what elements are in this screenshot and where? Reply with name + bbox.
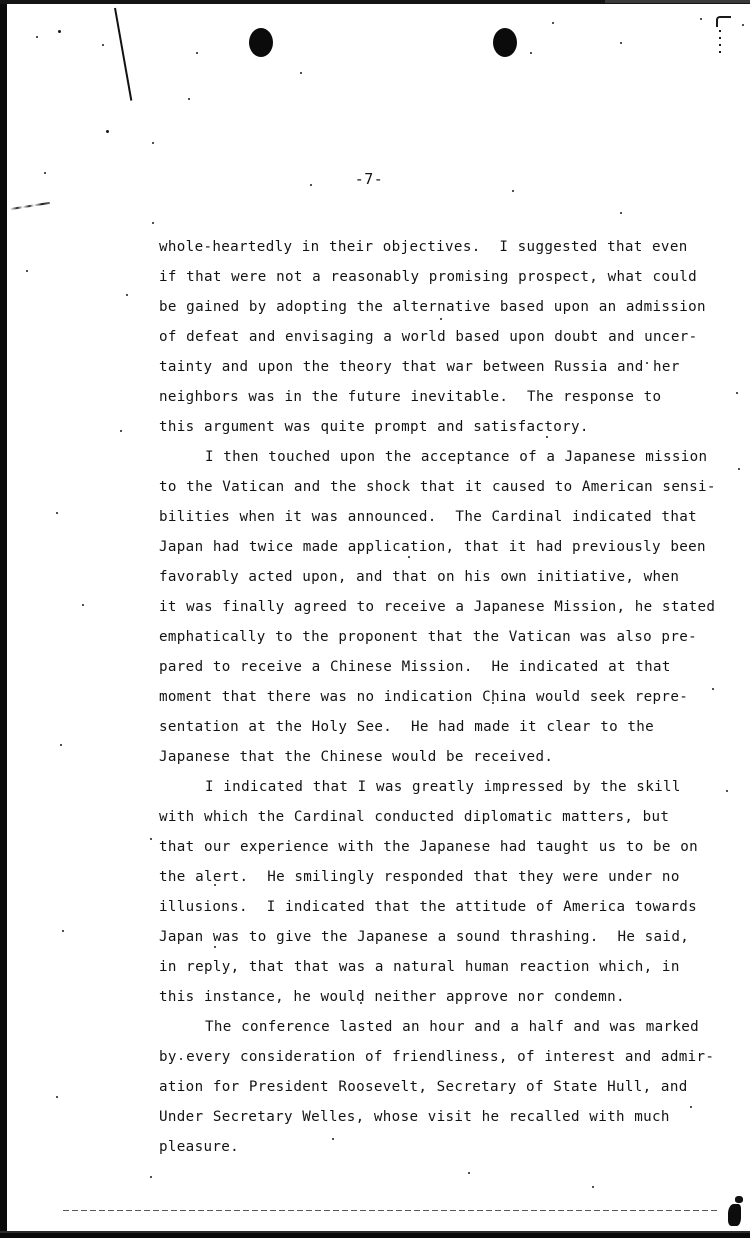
- dust-speck: [106, 130, 109, 133]
- footer-dotted-rule: [60, 1210, 720, 1211]
- dust-speck: [150, 1176, 152, 1178]
- dust-speck: [56, 512, 58, 514]
- typed-line: sentation at the Holy See. He had made it clear to the: [159, 719, 655, 735]
- paragraph: [159, 232, 729, 442]
- typed-line: Under Secretary Welles, whose visit he recalled with much: [159, 1109, 670, 1125]
- dust-speck: [468, 1172, 470, 1174]
- typed-line: moment that there was no indication China would seek repre-: [159, 689, 689, 705]
- typed-line: the alert. He smilingly responded that they were under no: [159, 869, 680, 885]
- punch-hole-right-icon: [493, 28, 517, 57]
- corner-bracket-mark-icon: [716, 16, 731, 27]
- dust-speck: [126, 294, 128, 296]
- typed-line: this instance, he would neither approve nor condemn.: [159, 989, 625, 1005]
- typed-line: of defeat and envisaging a world based upon doubt and uncer-: [159, 329, 698, 345]
- dust-speck: [152, 222, 154, 224]
- dust-speck: [152, 142, 154, 144]
- typed-line: ation for President Roosevelt, Secretary of State Hull, and: [159, 1079, 688, 1095]
- dust-speck: [736, 392, 738, 394]
- dust-speck: [58, 30, 61, 33]
- dust-speck: [62, 930, 64, 932]
- scratch-mark-vertical: [114, 8, 132, 101]
- dust-speck: [120, 430, 122, 432]
- typed-line: with which the Cardinal conducted diplomatic matters, but: [159, 809, 670, 825]
- dust-speck: [592, 1186, 594, 1188]
- dust-speck: [56, 1096, 58, 1098]
- ink-blot-bottom-right: [728, 1204, 741, 1226]
- typed-line: Japan was to give the Japanese a sound thrashing. He said,: [159, 929, 690, 945]
- typed-line: in reply, that that was a natural human reaction which, in: [159, 959, 680, 975]
- punch-hole-left-icon: [249, 28, 273, 57]
- typed-line: whole-heartedly in their objectives. I suggested that even: [159, 239, 688, 255]
- scan-edge-left-border: [0, 0, 7, 1238]
- corner-bracket-dotted-line: [719, 30, 721, 58]
- typed-line: I then touched upon the acceptance of a Japanese mission: [205, 449, 708, 465]
- paragraph: [159, 1012, 729, 1162]
- typed-line: The conference lasted an hour and a half and was marked: [205, 1019, 700, 1035]
- dust-speck: [44, 172, 46, 174]
- dust-speck: [530, 52, 532, 54]
- dust-speck: [620, 42, 622, 44]
- dust-speck: [36, 36, 38, 38]
- dust-speck: [150, 838, 152, 840]
- scratch-mark-diagonal: [10, 202, 50, 210]
- dust-speck: [26, 270, 28, 272]
- typed-line: bilities when it was announced. The Cardinal indicated that: [159, 509, 697, 525]
- typed-line: that our experience with the Japanese had taught us to be on: [159, 839, 698, 855]
- typed-line: if that were not a reasonably promising prospect, what could: [159, 269, 697, 285]
- typed-line: by every consideration of friendliness, of interest and admir-: [159, 1049, 715, 1065]
- scan-edge-bottom-inner-border: [0, 1231, 750, 1233]
- scan-edge-bottom-border: [0, 1233, 750, 1238]
- dust-speck: [102, 44, 104, 46]
- typed-line: favorably acted upon, and that on his own initiative, when: [159, 569, 680, 585]
- typed-line: tainty and upon the theory that war between Russia and her: [159, 359, 680, 375]
- dust-speck: [552, 22, 554, 24]
- typed-line: neighbors was in the future inevitable. The response to: [159, 389, 662, 405]
- dust-speck: [738, 468, 740, 470]
- typed-line: I indicated that I was greatly impressed by the skill: [205, 779, 681, 795]
- typed-line: this argument was quite prompt and satisfactory.: [159, 419, 589, 435]
- typed-line: Japanese that the Chinese would be received.: [159, 749, 554, 765]
- dust-speck: [82, 604, 84, 606]
- ink-blot-bottom-right-tail: [735, 1196, 743, 1203]
- scan-edge-top-right-border: [605, 0, 750, 3]
- dust-speck: [300, 72, 302, 74]
- typed-line: pared to receive a Chinese Mission. He indicated at that: [159, 659, 671, 675]
- dust-speck: [700, 18, 702, 20]
- typed-text-block: [159, 170, 729, 1162]
- typed-line: to the Vatican and the shock that it caused to American sensi-: [159, 479, 716, 495]
- typed-line: pleasure.: [159, 1139, 240, 1155]
- dust-speck: [60, 744, 62, 746]
- typed-line: illusions. I indicated that the attitude of America towards: [159, 899, 697, 915]
- typed-line: emphatically to the proponent that the Vatican was also pre-: [159, 629, 697, 645]
- paragraph: [159, 442, 729, 772]
- paragraph-container: [159, 232, 729, 1162]
- dust-speck: [196, 52, 198, 54]
- dust-speck: [188, 98, 190, 100]
- dust-speck: [742, 24, 744, 26]
- paragraph: [159, 772, 729, 1012]
- typed-line: it was finally agreed to receive a Japanese Mission, he stated: [159, 599, 716, 615]
- typed-line: be gained by adopting the alternative based upon an admission: [159, 299, 706, 315]
- page-number: -7-: [354, 170, 384, 188]
- typed-line: Japan had twice made application, that it had previously been: [159, 539, 706, 555]
